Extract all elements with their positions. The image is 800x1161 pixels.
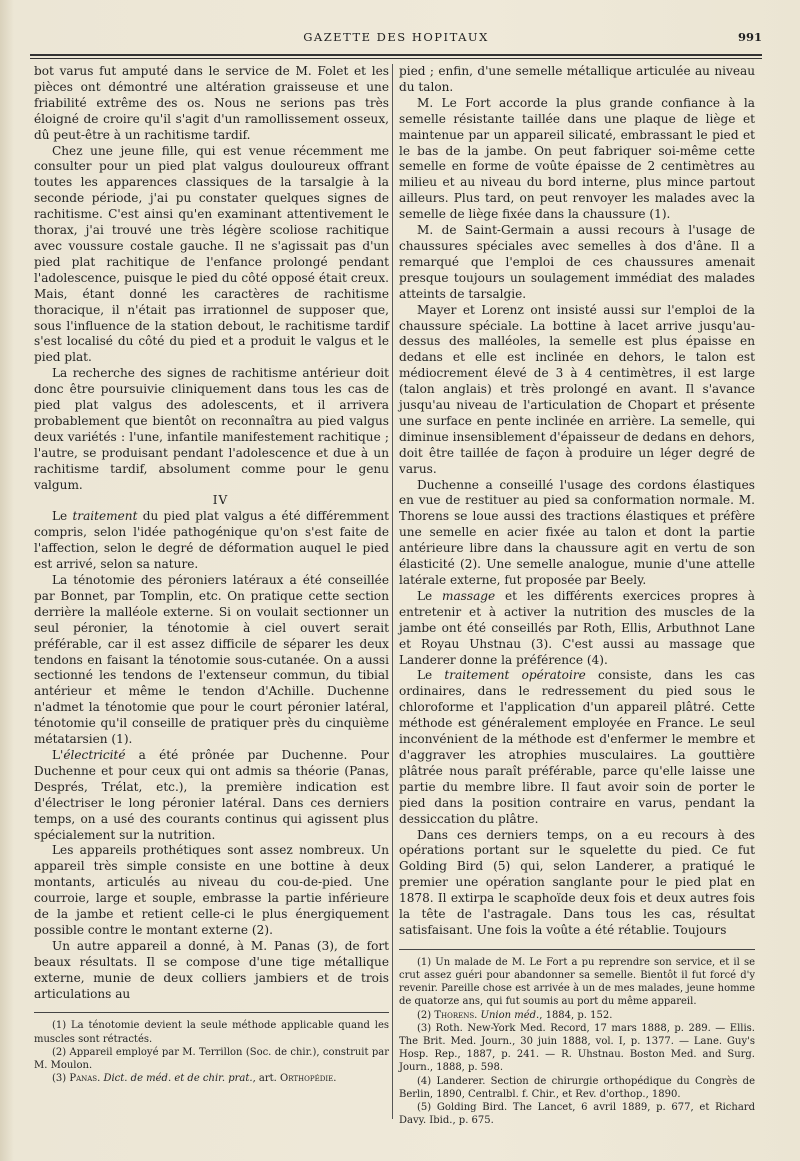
paragraph: La ténotomie des péroniers latéraux a été conseillée par Bonnet, par Tomplin, etc. On pratique cette section derrière la malléole externe. Si on voulait sectionner un seul péronier, la ténotomie à ciel ouvert serait préférable, car il est assez difficile de séparer les deux tendons en faisant la ténotomie sous-cutanée. On a aussi sectionné les tendons de l'extenseur commun, du tibial antérieur et même le tendon d'Achille. Duchenne n'admet la ténotomie que pour le court péronier latéral, ténotomie qu'il conseille de pratiquer près du cinquième métatarsien (1).	[34, 573, 389, 747]
header-rule	[30, 54, 762, 59]
page-number: 991	[737, 30, 762, 44]
paragraph: M. de Saint-Germain a aussi recours à l'usage de chaussures spéciales avec semelles à dos d'âne. Il a remarqué que l'emploi de ces chaussures amenait presque toujours un soulagement immédiat des malades atteints de tarsalgie.	[399, 223, 755, 301]
text-run: consiste, dans les cas ordinaires, dans le redressement du pied sous le chloroforme et l'application d'un appareil plâtré. Cette méthode est généralement employée en France. Le seul inconvénient de la méthode est d'enfermer le membre et d'aggraver les atrophies musculaires. La gouttière plâtrée nous paraît préférable, parce qu'elle laisse une partie du membre libre. Il faut avoir soin de porter le pied dans la position contraire en varus, pendant la dessiccation du plâtre.	[399, 668, 755, 826]
emphasis: traitement opératoire	[444, 668, 586, 683]
author-name: Panas	[69, 1073, 98, 1085]
emphasis: Dict. de méd. et de chir. prat.	[103, 1073, 253, 1085]
emphasis: électricité	[63, 747, 126, 762]
footnotes-rule	[399, 949, 755, 950]
paragraph	[399, 668, 755, 827]
article-name: Orthopédie	[280, 1073, 334, 1085]
left-column	[34, 64, 389, 1085]
right-column	[399, 64, 755, 1127]
page-header	[30, 30, 762, 50]
paragraph: Dans ces derniers temps, on a eu recours à des opérations portant sur le squelette du pied. Ce fut Golding Bird (5) qui, selon Landerer, a pratiqué le premier une opération sanglante pour le pied plat en 1878. Il extirpa le scaphoïde deux fois et deux autres fois la tête de l'astragale. Dans tous les cas, résultat satisfaisant. Une fois la voûte a été rétablie. Toujours	[399, 827, 755, 937]
footnote: (2) Appareil employé par M. Terrillon (Soc. de chir.), construit par M. Moulon.	[34, 1046, 389, 1072]
text-run: a été prônée par Duchenne. Pour Duchenne et pour ceux qui ont admis sa théorie (Panas, Després, Trélat, etc.), la première indication est d'électriser le long péronier latéral. Dans ces derniers temps, on a usé des courants continus qui agissent plus spécialement sur la nutrition.	[34, 747, 389, 842]
paragraph: Les appareils prothétiques sont assez nombreux. Un appareil très simple consiste en une bottine à deux montants, articulés au niveau du cou-de-pied. Une courroie, large et souple, embrasse la partie inférieure de la jambe et retient celle-ci le plus énergiquement possible contre le montant externe (2).	[34, 843, 389, 937]
text-run: (3)	[52, 1073, 70, 1085]
text-run: .	[97, 1073, 104, 1085]
text-run: (2)	[417, 1009, 435, 1021]
paragraph	[399, 589, 755, 669]
paragraph: La recherche des signes de rachitisme antérieur doit donc être poursuivie cliniquement dans tous les cas de pied plat valgus des adolescents, et il arrivera probablement que bientôt on reconnaîtra au pied valgus deux variétés : l'une, infantile manifestement rachitique ; l'autre, se produisant pendant l'adolescence et due à un rachitisme tardif, absolument comme pour le genu valgum.	[34, 366, 389, 492]
footnote: (1) La ténotomie devient la seule méthode applicable quand les muscles sont rétractés.	[34, 1020, 389, 1045]
paragraph: pied ; enfin, d'une semelle métallique articulée au niveau du talon.	[399, 64, 755, 94]
footnote	[399, 1009, 755, 1022]
emphasis: massage	[442, 588, 496, 603]
footnote: (3) Roth. New-York Med. Record, 17 mars 1888, p. 289. — Ellis. The Brit. Med. Journ., 30 juin 1888, vol. I, p. 1377. — Lane. Guy's Hosp. Rep., 1887, p. 241. — R. Uhstnau. Boston Med. and Surg. Journ., 1888, p. 598.	[399, 1022, 755, 1074]
text-run: L'	[52, 747, 64, 762]
text-run: .	[474, 1009, 481, 1021]
paragraph	[34, 748, 389, 843]
section-heading: IV	[212, 493, 229, 508]
text-run: et les différents exercices propres à entretenir et à activer la nutrition des muscles de la jambe ont été conseillés par Roth, Ellis, Arbuthnot Lane et Royau Uhstnau (3). C'est aussi au massage que Landerer donne la préférence (4).	[399, 588, 755, 667]
running-title: GAZETTE DES HOPITAUX	[303, 30, 489, 44]
footnote: (1) Un malade de M. Le Fort a pu reprendre son service, et il se crut assez guéri pour abandonner sa semelle. Bientôt il fut forcé d'y revenir. Pareille chose est arrivée à un de mes malades, jeune homme de quatorze ans, qui fut soumis au port du même appareil.	[399, 956, 755, 1008]
footnote: (5) Golding Bird. The Lancet, 6 avril 1889, p. 677, et Richard Davy. Ibid., p. 675.	[399, 1102, 755, 1127]
emphasis: Union méd.	[480, 1009, 540, 1021]
paragraph: bot varus fut amputé dans le service de M. Folet et les pièces ont démontré une altération graisseuse et une friabilité extrême des os. Nous ne serions pas très éloigné de croire qu'il s'agit d'un ramollissement osseux, dû peut-être à un rachitisme tardif.	[34, 64, 389, 142]
text-run: du pied plat valgus a été différemment compris, selon l'idée pathogénique qu'on s'est faite de l'affection, selon le degré de déformation auquel le pied est arrivé, selon sa nature.	[34, 509, 389, 572]
paragraph: Mayer et Lorenz ont insisté aussi sur l'emploi de la chaussure spéciale. La bottine à lacet arrive jusqu'au-dessus des malléoles, la semelle est plus épaisse en dedans et elle est inclinée en dehors, le talon est médiocrement élevé de 3 à 4 centimètres, il est large (talon anglais) et très prolongé en avant. Il s'avance jusqu'au niveau de l'articulation de Chopart et présente une surface en pente inclinée en arrière. La semelle, qui diminue insensiblement d'épaisseur de dedans en dehors, doit être taillée de façon à produire un léger degré de varus.	[399, 302, 755, 476]
footnote	[34, 1072, 389, 1085]
paragraph: Chez une jeune fille, qui est venue récemment me consulter pour un pied plat valgus douloureux offrant toutes les apparences classiques de la tarsalgie à la seconde période, j'ai pu constater quelques signes de rachitisme. C'est ainsi qu'en examinant attentivement le thorax, j'ai trouvé une très légère scoliose rachitique avec voussure costale gauche. Il ne s'agissait pas d'un pied plat rachitique de l'enfance prolongé pendant l'adolescence, puisque le pied du côté opposé était creux. Mais, étant donné les caractères de rachitisme thoracique, il n'était pas irrationnel de supposer que, sous l'influence de la station debout, le rachitisme tardif s'est localisé du côté du pied et a produit le valgus et le pied plat.	[34, 143, 389, 365]
paragraph: Duchenne a conseillé l'usage des cordons élastiques en vue de restituer au pied sa conformation normale. M. Thorens se loue aussi des tractions élastiques et préfère une semelle en acier fixée au talon et dont la partie antérieure libre dans la chaussure agit en vertu de son élasticité (2). Une semelle analogue, munie d'une attelle latérale externe, fut proposée par Beely.	[399, 477, 755, 587]
text-run: Le	[52, 509, 73, 524]
text-run: Le	[417, 588, 442, 603]
paragraph	[34, 509, 389, 573]
footnote: (4) Landerer. Section de chirurgie orthopédique du Congrès de Berlin, 1890, Centralbl. f. Chir., et Rev. d'orthop., 1890.	[399, 1075, 755, 1100]
paragraph: Un autre appareil a donné, à M. Panas (3), de fort beaux résultats. Il se compose d'une tige métallique externe, munie de deux colliers jambiers et de trois articulations au	[34, 938, 389, 1001]
text-run: .	[333, 1073, 337, 1085]
text-run: , 1884, p. 152.	[539, 1009, 613, 1021]
text-run: Le	[417, 668, 445, 683]
paragraph: M. Le Fort accorde la plus grande confiance à la semelle résistante taillée dans une plaque de liège et maintenue par un appareil silicaté, embrassant le pied et le bas de la jambe. On peut fabriquer soi-même cette semelle en forme de voûte épaisse de 2 centimètres au milieu et au niveau du bord interne, plus mince partout ailleurs. Plus tard, on peut renvoyer les malades avec la semelle de liège fixée dans la chaussure (1).	[399, 95, 755, 222]
author-name: Thorens	[434, 1009, 475, 1021]
emphasis: traitement	[72, 509, 138, 524]
column-divider	[392, 64, 393, 1119]
text-run: , art.	[252, 1073, 281, 1085]
footnotes-rule	[34, 1012, 389, 1013]
